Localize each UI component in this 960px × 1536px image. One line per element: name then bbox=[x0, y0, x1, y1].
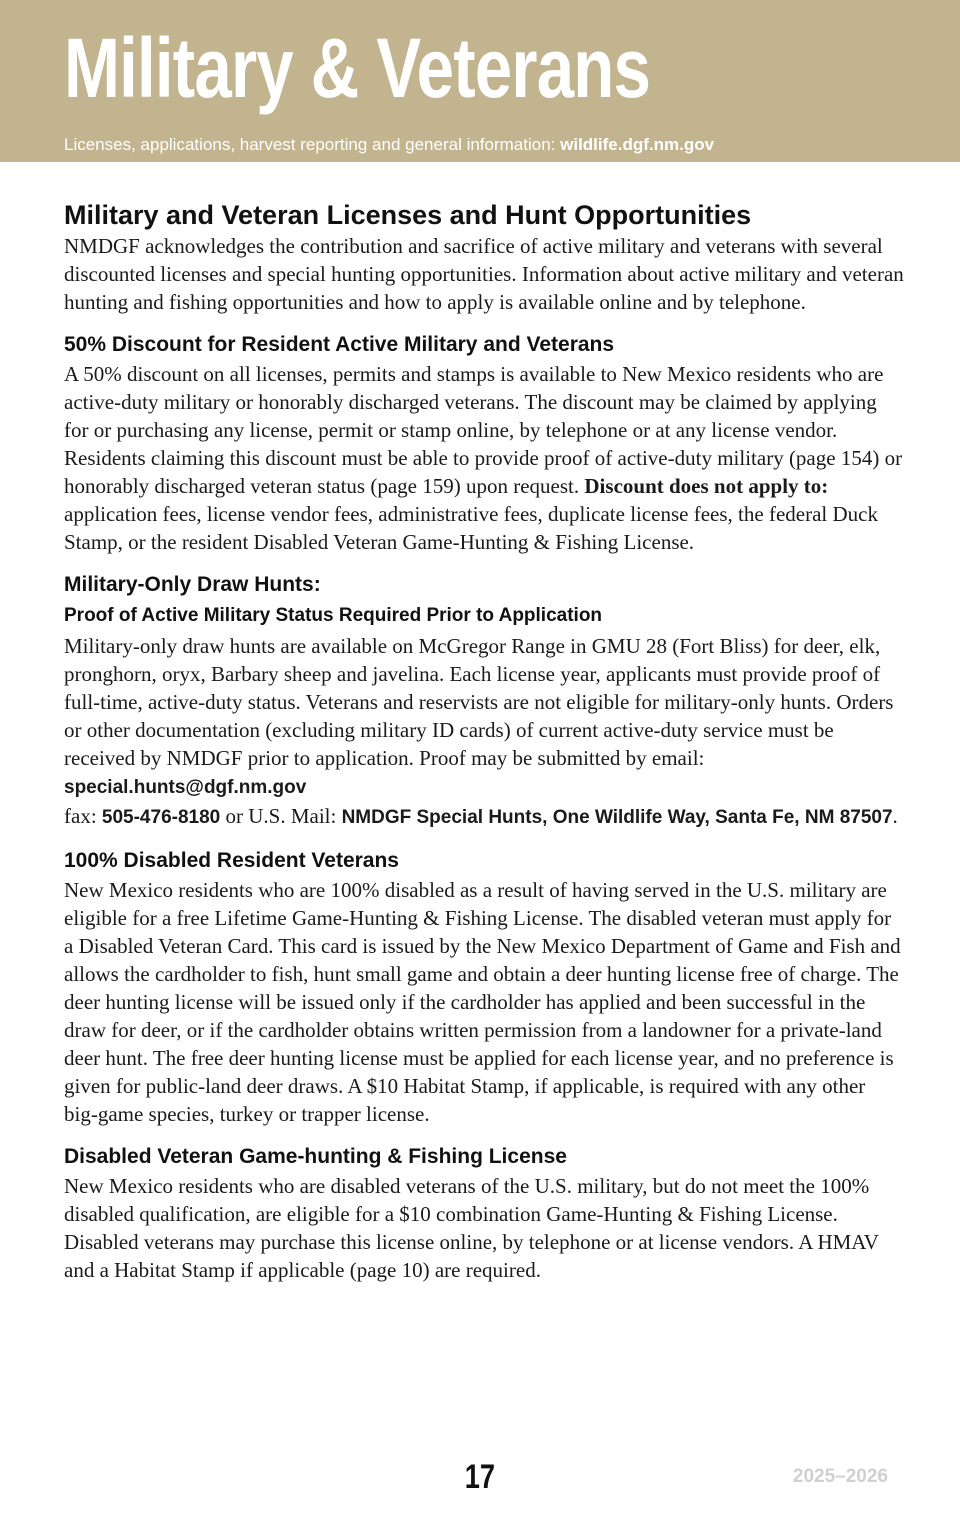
section-heading-licenses: Military and Veteran Licenses and Hunt Opportunities bbox=[64, 200, 752, 230]
mail-address: NMDGF Special Hunts, One Wildlife Way, Santa Fe, NM 87507 bbox=[341, 807, 893, 828]
section-heading-disabled-license: Disabled Veteran Game-hunting & Fishing License bbox=[64, 1145, 567, 1168]
header-subtitle bbox=[64, 135, 714, 155]
page-title: Military & Veterans bbox=[64, 21, 651, 115]
year-range: 2025–2026 bbox=[792, 1466, 888, 1487]
email-link[interactable]: special.hunts@dgf.nm.gov bbox=[64, 777, 307, 798]
section-subheading-proof: Proof of Active Military Status Required Prior to Application bbox=[64, 605, 603, 626]
section-heading-military-hunts: Military-Only Draw Hunts: bbox=[64, 573, 321, 596]
section-heading-discount: 50% Discount for Resident Active Military and Veterans bbox=[64, 333, 615, 356]
fax-label: fax: bbox=[64, 804, 102, 828]
section-body-disabled-100: New Mexico residents who are 100% disabled as a result of having served in the U.S. military are eligible for a free Lifetime Game-Hunting & Fishing License. The disabled veteran must apply for a Disabled Veteran Card. This card is issued by the New Mexico Department of Game and Fish and allows the cardholder to fish, hunt small game and obtain a deer hunting license free of charge. The deer hunting license will be issued only if the cardholder has applied and been successful in the draw for deer, or if the cardholder obtains written permission from a landowner for a private-land deer hunt. The free deer hunting license must be applied for each license year, and no preference is given for public-land deer draws. A $10 Habitat Stamp, if applicable, is required with any other big-game species, turkey or trapper license. bbox=[64, 878, 901, 1126]
discount-text: A 50% discount on all licenses, permits and stamps is available to New Mexico residents who are active-duty military or honorably discharged veterans. The discount may be claimed by applying for or purchasing any license, permit or stamp online, by telephone or at any license vendor. Residents claiming this discount must be able to provide proof of active-duty military (page 154) or honorably discharged veteran status (page 159) upon request. bbox=[64, 362, 903, 498]
main-content bbox=[64, 198, 904, 1284]
mail-label: or U.S. Mail: bbox=[220, 804, 342, 828]
sentence-period: . bbox=[892, 804, 898, 828]
fax-number: 505-476-8180 bbox=[101, 807, 221, 828]
header-banner bbox=[0, 0, 960, 162]
section-body-licenses: NMDGF acknowledges the contribution and sacrifice of active military and veterans with several discounted licenses and special hunting opportunities. Information about active military and veteran hunting and fishing opportunities and how to apply is available online and by telephone. bbox=[64, 234, 904, 314]
section-body-disabled-license: New Mexico residents who are disabled veterans of the U.S. military, but do not meet the 100% disabled qualification, are eligible for a $10 combination Game-Hunting & Fishing License. Disabled veterans may purchase this license online, by telephone or at license vendors. A HMAV and a Habitat Stamp if applicable (page 10) are required. bbox=[64, 1174, 879, 1282]
section-body-discount bbox=[64, 360, 904, 556]
subtitle-text: Licenses, applications, harvest reporting and general information: bbox=[64, 135, 561, 154]
page-number: 17 bbox=[464, 1458, 496, 1496]
military-hunts-text: Military-only draw hunts are available on McGregor Range in GMU 28 (Fort Bliss) for deer, elk, pronghorn, oryx, Barbary sheep and javelina. Each license year, applicants must provide proof of full-time, active-duty status. Veterans and reservists are not eligible for military-only hunts. Orders or other documentation (excluding military ID cards) of current active-duty service must be received by NMDGF prior to application. Proof may be submitted by email: bbox=[64, 634, 894, 770]
discount-exclusion-text: application fees, license vendor fees, administrative fees, duplicate license fees, the federal Duck Stamp, or the resident Disabled Veteran Game-Hunting & Fishing License. bbox=[64, 502, 878, 554]
discount-exclusion-label: Discount does not apply to: bbox=[584, 474, 829, 498]
website-link[interactable]: wildlife.dgf.nm.gov bbox=[560, 135, 715, 154]
section-body-military-hunts bbox=[64, 632, 904, 832]
section-heading-disabled-100: 100% Disabled Resident Veterans bbox=[64, 849, 399, 872]
